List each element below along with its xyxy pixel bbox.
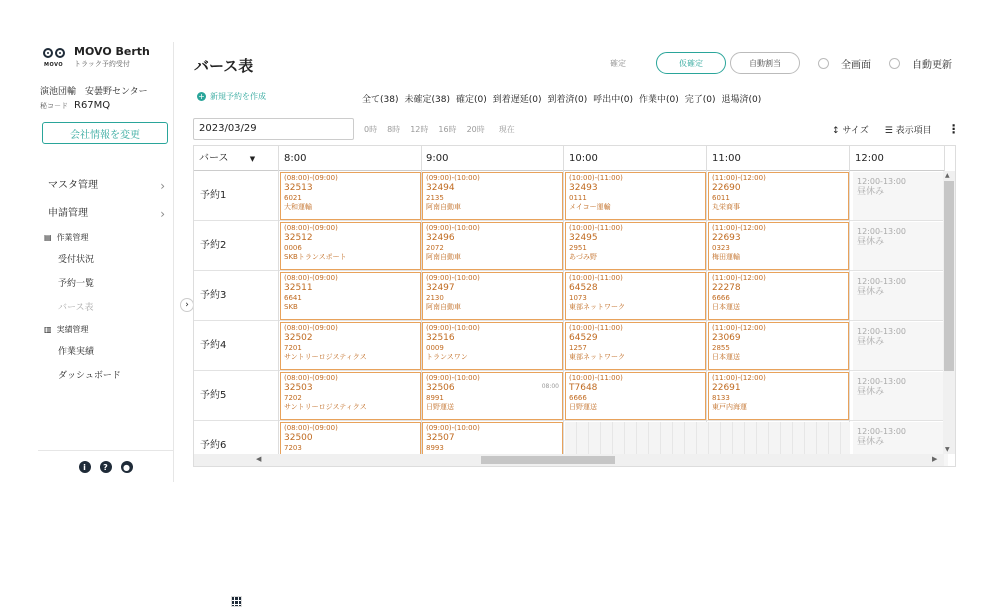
reservation-card[interactable] [708, 322, 849, 370]
res-company: メイコー運輸 [569, 203, 611, 211]
fullscreen-label: 全画面 [841, 59, 871, 71]
res-code: 6666 [712, 294, 730, 302]
date-input[interactable]: 2023/03/29 [193, 118, 354, 140]
break-block [853, 372, 948, 420]
res-time: (11:00)-(12:00) [712, 374, 766, 382]
brand-name: MOVO Berth [74, 45, 150, 58]
res-number: 22691 [712, 383, 741, 393]
chevron-right-icon: › [160, 207, 165, 221]
filter-item[interactable]: 退場済(0) [721, 95, 762, 105]
jump-hour-link[interactable]: 20時 [466, 125, 485, 134]
res-number: 32500 [284, 433, 313, 443]
res-number: 32496 [426, 233, 455, 243]
break-label: 昼休み [857, 437, 885, 447]
help-icon[interactable]: ? [100, 461, 112, 473]
berth-row-label: 予約5 [194, 371, 279, 421]
res-code: 2135 [426, 194, 444, 202]
scroll-up-icon[interactable]: ▲ [945, 172, 950, 179]
res-time: (09:00)-(10:00) [426, 274, 480, 282]
list-icon: ☰ [884, 125, 893, 136]
filter-item[interactable]: 到着済(0) [547, 95, 588, 105]
reservation-card[interactable] [422, 272, 563, 320]
res-number: 32503 [284, 383, 313, 393]
res-code: 6011 [712, 194, 730, 202]
user-icon[interactable]: ● [121, 461, 133, 473]
berth-row-label: 予約6 [194, 421, 279, 467]
org-code: R67MQ [74, 100, 111, 111]
status-filters [362, 92, 761, 105]
res-number: 22693 [712, 233, 741, 243]
res-number: 32511 [284, 283, 313, 293]
res-number: 32497 [426, 283, 455, 293]
res-code: 7202 [284, 394, 302, 402]
res-number: T7648 [569, 383, 598, 393]
filter-item[interactable]: 呼出中(0) [593, 95, 633, 105]
break-block [853, 272, 948, 320]
berth-row [194, 171, 944, 221]
res-code: 0009 [426, 344, 444, 352]
size-button[interactable] [832, 123, 869, 136]
berth-grid [193, 145, 956, 467]
res-time: (08:00)-(09:00) [284, 224, 338, 232]
hour-header: 11:00 [707, 146, 850, 171]
break-label: 昼休み [857, 187, 885, 197]
res-time: (11:00)-(12:00) [712, 224, 766, 232]
res-code: 0323 [712, 244, 730, 252]
sidebar [38, 42, 174, 482]
reservation-card[interactable] [422, 322, 563, 370]
berth-row [194, 371, 944, 421]
res-company: SKB [284, 303, 298, 311]
res-number: 64529 [569, 333, 598, 343]
time-jump-nav [364, 124, 515, 135]
res-time: (08:00)-(09:00) [284, 324, 338, 332]
reservation-card[interactable] [565, 372, 706, 420]
res-time: (11:00)-(12:00) [712, 274, 766, 282]
res-number: 23069 [712, 333, 741, 343]
res-code: 6641 [284, 294, 302, 302]
res-time: (09:00)-(10:00) [426, 324, 480, 332]
break-time: 12:00-13:00 [857, 227, 906, 236]
change-company-button[interactable]: 会社情報を変更 [42, 122, 168, 144]
berth-row-label: 予約4 [194, 321, 279, 371]
reservation-card[interactable] [280, 172, 421, 220]
reservation-card[interactable] [708, 372, 849, 420]
work-group-icon: ▤ [44, 233, 52, 242]
brand-mark: MOVO [44, 62, 64, 68]
berth-row [194, 221, 944, 271]
filter-item[interactable]: 作業中(0) [638, 95, 679, 105]
res-number: 64528 [569, 283, 598, 293]
res-code: 7201 [284, 344, 302, 352]
hour-header: 8:00 [279, 146, 422, 171]
chevron-right-icon: › [160, 179, 165, 193]
res-code: 2951 [569, 244, 587, 252]
res-time: (10:00)-(11:00) [569, 374, 623, 382]
berth-row-label: 予約2 [194, 221, 279, 271]
info-icon[interactable]: i [79, 461, 91, 473]
res-number: 32502 [284, 333, 313, 343]
reservation-card[interactable] [708, 222, 849, 270]
res-company: 東部ネットワーク [569, 353, 625, 361]
scroll-down-icon[interactable]: ▼ [945, 446, 950, 453]
res-number: 32493 [569, 183, 598, 193]
reservation-card[interactable] [280, 222, 421, 270]
res-time: (09:00)-(10:00) [426, 174, 480, 182]
berth-row-label: 予約3 [194, 271, 279, 321]
res-number: 32494 [426, 183, 455, 193]
res-code: 2072 [426, 244, 444, 252]
res-code: 0111 [569, 194, 587, 202]
break-time: 12:00-13:00 [857, 177, 906, 186]
vertical-scroll-thumb[interactable] [944, 181, 954, 371]
radio-icon [818, 58, 829, 69]
menu-reservations[interactable]: 予約一覧 [58, 279, 95, 289]
filter-item[interactable]: 完了(0) [684, 95, 716, 105]
size-label: サイズ [842, 125, 869, 136]
menu-group-results [38, 320, 173, 340]
res-company: 阿南自動車 [426, 303, 461, 311]
res-time: (10:00)-(11:00) [569, 174, 623, 182]
chevron-down-icon: ▼ [249, 155, 256, 163]
res-code: 6666 [569, 394, 587, 402]
app-logo[interactable] [42, 46, 150, 70]
berth-row [194, 271, 944, 321]
menu-apply-label: 申請管理 [48, 208, 88, 219]
reservation-card[interactable] [280, 322, 421, 370]
res-company: トランスワン [426, 353, 468, 361]
horizontal-scroll-thumb[interactable] [481, 456, 615, 464]
collapse-sidebar-button[interactable]: › [180, 298, 194, 312]
hour-header: 9:00 [421, 146, 564, 171]
reservation-card[interactable] [565, 172, 706, 220]
res-time: (09:00)-(10:00) [426, 224, 480, 232]
res-time: (11:00)-(12:00) [712, 174, 766, 182]
scroll-left-icon[interactable]: ◀ [256, 455, 262, 463]
break-block [853, 322, 948, 370]
page-title: バース表 [194, 57, 254, 75]
reservation-card[interactable] [280, 272, 421, 320]
res-code: 8133 [712, 394, 730, 402]
berth-row [194, 321, 944, 371]
res-company: 阿南自動車 [426, 203, 461, 211]
sort-icon: ↕ [832, 125, 840, 136]
menu-work-results[interactable]: 作業実績 [58, 347, 95, 357]
res-code: 0006 [284, 244, 302, 252]
autoupdate-label: 自動更新 [912, 59, 952, 71]
res-company: サントリーロジスティクス [284, 403, 367, 411]
jump-hour-link[interactable]: 8時 [387, 125, 401, 134]
new-reservation-label: 新規予約を作成 [210, 92, 266, 101]
reservation-card[interactable] [708, 272, 849, 320]
res-time: (08:00)-(09:00) [284, 374, 338, 382]
side-menu [38, 172, 173, 388]
more-options-icon[interactable]: ⋮ [947, 122, 960, 136]
hour-header: 10:00 [564, 146, 707, 171]
menu-group-results-label: 実績管理 [56, 325, 89, 334]
break-block [853, 222, 948, 270]
res-company: 日本運送 [712, 353, 740, 361]
res-company: あづみ野 [569, 253, 597, 261]
res-tag: 08:00 [541, 383, 559, 390]
res-company: 日野運送 [426, 403, 454, 411]
res-time: (08:00)-(09:00) [284, 424, 338, 432]
reservation-card[interactable] [565, 272, 706, 320]
break-label: 昼休み [857, 387, 885, 397]
radio-icon [889, 58, 900, 69]
plus-icon: + [198, 92, 205, 101]
menu-master-label: マスタ管理 [48, 180, 98, 191]
reservation-card[interactable] [565, 322, 706, 370]
res-number: 22690 [712, 183, 741, 193]
display-items-button[interactable] [885, 123, 932, 136]
org-name: 演池団輸 安曇野センター [40, 87, 148, 97]
sidebar-footer [38, 450, 173, 483]
res-time: (09:00)-(10:00) [426, 424, 480, 432]
movo-logo-icon [42, 46, 68, 68]
menu-dashboard[interactable]: ダッシュボード [58, 371, 121, 381]
res-number: 32512 [284, 233, 313, 243]
res-number: 32506 [426, 383, 455, 393]
res-code: 7203 [284, 444, 302, 452]
break-time: 12:00-13:00 [857, 377, 906, 386]
menu-apply[interactable] [38, 200, 173, 228]
grid-header [194, 146, 944, 171]
vertical-scrollbar[interactable] [943, 171, 955, 454]
header-actions [610, 52, 952, 74]
res-company: 梅田運輸 [712, 253, 740, 261]
hour-header: 12:00 [850, 146, 945, 171]
res-code: 2855 [712, 344, 730, 352]
autoupdate-toggle[interactable] [889, 56, 952, 71]
display-items-label: 表示項目 [895, 125, 932, 136]
jump-now-link[interactable]: 現在 [498, 125, 515, 134]
new-reservation-link[interactable] [197, 91, 266, 102]
menu-group-work-label: 作業管理 [56, 233, 89, 242]
apps-grid-icon[interactable] [231, 596, 242, 607]
res-number: 32495 [569, 233, 598, 243]
reservation-card[interactable] [280, 372, 421, 420]
code-label: 秘コ－ド [40, 102, 68, 110]
results-group-icon: ▥ [44, 325, 52, 334]
res-time: (09:00)-(10:00) [426, 374, 480, 382]
menu-reception[interactable]: 受付状況 [58, 255, 95, 265]
menu-berth-table[interactable]: バース表 [58, 303, 94, 313]
res-code: 8991 [426, 394, 444, 402]
res-time: (10:00)-(11:00) [569, 324, 623, 332]
res-time: (08:00)-(09:00) [284, 174, 338, 182]
tentative-confirm-button[interactable]: 仮確定 [656, 52, 726, 74]
res-company: 東戸内海運 [712, 403, 747, 411]
res-number: 22278 [712, 283, 741, 293]
jump-hour-link[interactable]: 0時 [364, 125, 378, 134]
menu-master[interactable] [38, 172, 173, 200]
org-info [40, 86, 148, 113]
reservation-card[interactable] [422, 172, 563, 220]
reservation-card[interactable] [422, 372, 563, 420]
jump-hour-link[interactable]: 16時 [438, 125, 457, 134]
break-time: 12:00-13:00 [857, 277, 906, 286]
res-company: 丸栄商事 [712, 203, 740, 211]
res-code: 8993 [426, 444, 444, 452]
res-company: 日野運送 [569, 403, 597, 411]
break-time: 12:00-13:00 [857, 327, 906, 336]
filter-item[interactable]: 確定(0) [455, 95, 487, 105]
res-company: 日本運送 [712, 303, 740, 311]
res-code: 1073 [569, 294, 587, 302]
break-time: 12:00-13:00 [857, 427, 906, 436]
menu-group-work [38, 228, 173, 248]
reservation-card[interactable] [422, 222, 563, 270]
brand-subtitle: トラック予約受付 [74, 60, 130, 68]
filter-item[interactable]: 未確定(38) [404, 95, 450, 105]
res-number: 32513 [284, 183, 313, 193]
filter-item[interactable]: 到着遅延(0) [492, 95, 542, 105]
res-company: 阿南自動車 [426, 253, 461, 261]
res-number: 32516 [426, 333, 455, 343]
horizontal-scrollbar[interactable] [194, 454, 944, 466]
scroll-right-icon[interactable]: ▶ [932, 455, 938, 463]
break-label: 昼休み [857, 237, 885, 247]
reservation-card[interactable] [565, 222, 706, 270]
break-label: 昼休み [857, 337, 885, 347]
res-code: 1257 [569, 344, 587, 352]
jump-hour-link[interactable]: 12時 [410, 125, 429, 134]
res-code: 6021 [284, 194, 302, 202]
res-time: (11:00)-(12:00) [712, 324, 766, 332]
res-code: 2130 [426, 294, 444, 302]
table-tools [832, 122, 960, 136]
res-time: (08:00)-(09:00) [284, 274, 338, 282]
berth-header-label: バース [199, 153, 229, 164]
res-company: 東部ネットワーク [569, 303, 625, 311]
auto-assign-button[interactable]: 自動割当 [730, 52, 800, 74]
res-number: 32507 [426, 433, 455, 443]
fixed-label: 確定 [610, 58, 626, 68]
reservation-card[interactable] [708, 172, 849, 220]
filter-item[interactable]: 全て(38) [362, 95, 399, 105]
berth-column-header[interactable] [194, 146, 279, 171]
res-company: SKBトランスポート [284, 253, 347, 261]
res-company: サントリーロジスティクス [284, 353, 367, 361]
berth-row-label: 予約1 [194, 171, 279, 221]
break-block [853, 172, 948, 220]
res-company: 大和運輸 [284, 203, 312, 211]
break-label: 昼休み [857, 287, 885, 297]
fullscreen-toggle[interactable] [818, 56, 871, 71]
res-time: (10:00)-(11:00) [569, 274, 623, 282]
res-time: (10:00)-(11:00) [569, 224, 623, 232]
